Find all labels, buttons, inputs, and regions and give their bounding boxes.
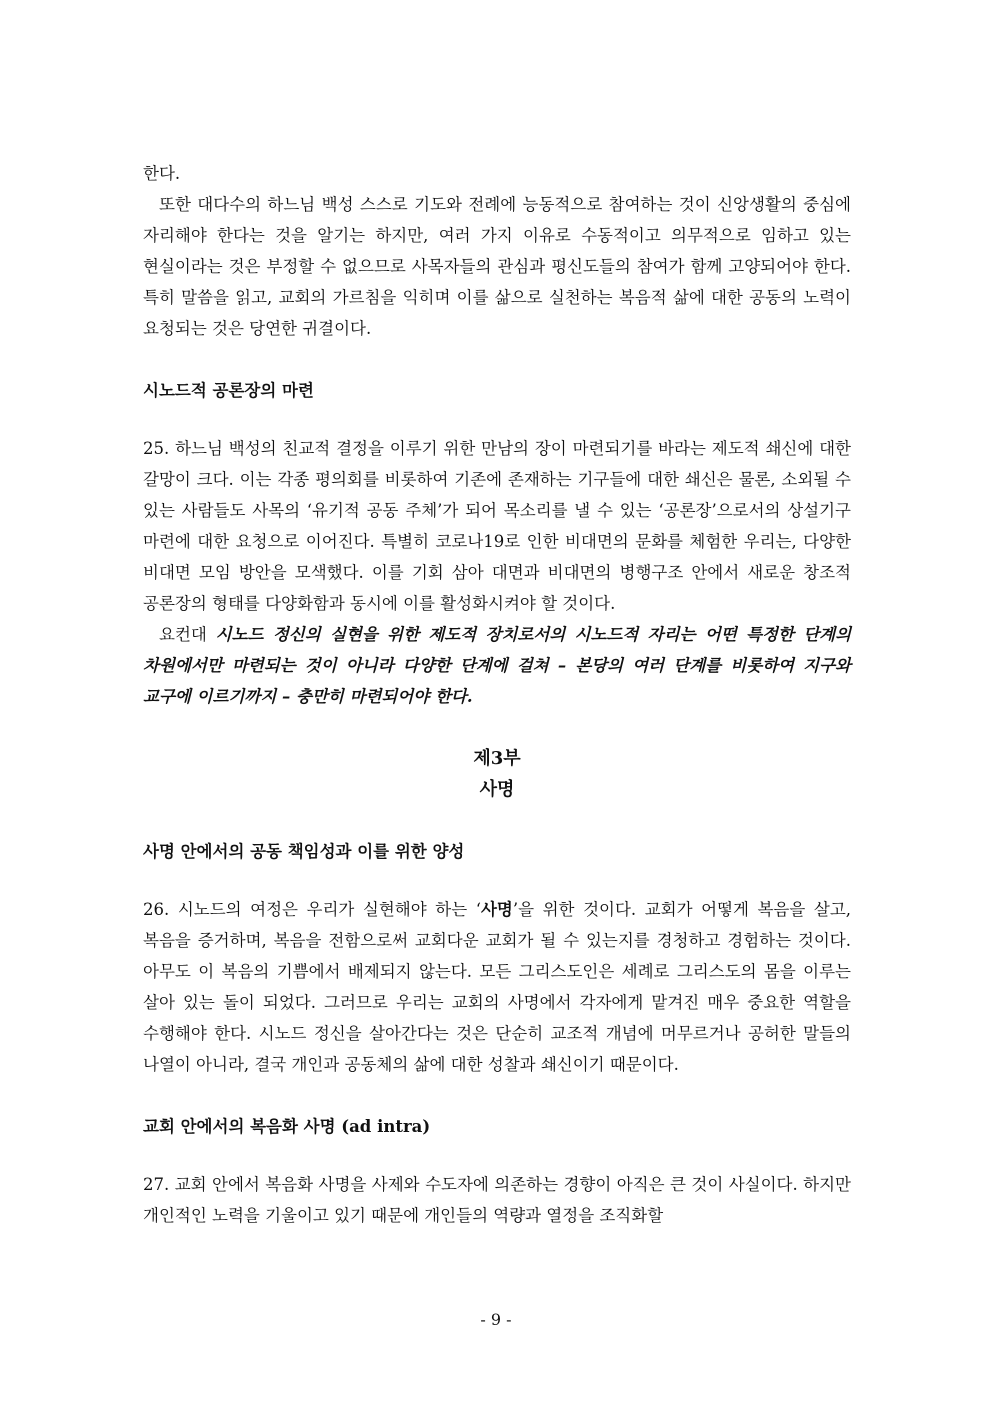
section-heading-co-responsibility: 사명 안에서의 공동 책임성과 이를 위한 양성 [143, 842, 465, 861]
document-page [143, 158, 851, 1231]
page-number: - 9 - [480, 1310, 512, 1329]
paragraph-27: 27. 교회 안에서 복음화 사명을 사제와 수도자에 의존하는 경향이 아직은 큰 것이 사실이다. 하지만 개인적인 노력을 기울이고 있기 때문에 개인들의 역량과 열정을 조직화할 [143, 1175, 851, 1225]
spacer [143, 712, 851, 743]
spacer [143, 1142, 851, 1169]
spacer [143, 867, 851, 894]
p26-bold-mission: 사명 [480, 900, 513, 919]
summary-lead: 요컨대 [159, 625, 216, 644]
spacer [143, 344, 851, 375]
p26-part-b: ’을 위한 것이다. 교회가 어떻게 복음을 살고, 복음을 증거하며, 복음을 전함으로써 교회다운 교회가 될 수 있는지를 경청하고 경험하는 것이다. 아무도 이 복음의 기쁨에서 배제되지 않는다. 모든 그리스도인은 세례로 그리스도의 몸을 이루는 살아 있는 돌이 되었다. 그러므로 우리는 교회의 사명에서 각자에게 맡겨진 매우 중요한 역할을 수행해야 한다. 시노드 정신을 살아간다는 것은 단순히 교조적 개념에 머무르거나 공허한 말들의 나열이 아니라, 결국 개인과 공동체의 삶에 대한 성찰과 쇄신이기 때문이다. [143, 900, 852, 1074]
paragraph-continuation: 한다. [143, 164, 181, 183]
paragraph-participation: 또한 대다수의 하느님 백성 스스로 기도와 전례에 능동적으로 참여하는 것이 신앙생활의 중심에 자리해야 한다는 것을 알기는 하지만, 여러 가지 이유로 수동적이고 의무적으로 임하고 있는 현실이라는 것은 부정할 수 없으므로 사목자들의 관심과 평신도들의 참여가 함께 고양되어야 한다. 특히 말씀을 읽고, 교회의 가르침을 익히며 이를 삶으로 실천하는 복음적 삶에 대한 공동의 노력이 요청되는 것은 당연한 귀결이다. [143, 195, 851, 338]
summary-emphasis: 시노드 정신의 실현을 위한 제도적 장치로서의 시노드적 자리는 어떤 특정한 단계의 차원에서만 마련되는 것이 아니라 다양한 단계에 걸쳐 – 본당의 여러 단계를 비롯하여 지구와 교구에 이르기까지 – 충만히 마련되어야 한다. [143, 625, 852, 706]
paragraph-25: 25. 하느님 백성의 친교적 결정을 이루기 위한 만남의 장이 마련되기를 바라는 제도적 쇄신에 대한 갈망이 크다. 이는 각종 평의회를 비롯하여 기존에 존재하는 기구들에 대한 쇄신은 물론, 소외될 수 있는 사람들도 사목의 ‘유기적 공동 주체’가 되어 목소리를 낼 수 있는 ‘공론장’으로서의 상설기구 마련에 대한 요청으로 이어진다. 특별히 코로나19로 인한 비대면의 문화를 체험한 우리는, 다양한 비대면 모임 방안을 모색했다. 이를 기회 삼아 대면과 비대면의 병행구조 안에서 새로운 창조적 공론장의 형태를 다양화함과 동시에 이를 활성화시켜야 할 것이다. [143, 439, 851, 613]
section-heading-ad-intra: 교회 안에서의 복음화 사명 (ad intra) [143, 1117, 431, 1136]
spacer [143, 1080, 851, 1111]
part-title: 사명 [479, 779, 515, 800]
paragraph-26 [143, 894, 851, 1080]
part-number: 제3부 [473, 748, 521, 769]
paragraph-25-summary [143, 619, 851, 712]
section-heading-public-forum: 시노드적 공론장의 마련 [143, 381, 314, 400]
spacer [143, 406, 851, 433]
p26-part-a: 26. 시노드의 여정은 우리가 실현해야 하는 ‘ [143, 900, 481, 919]
spacer [143, 805, 851, 836]
